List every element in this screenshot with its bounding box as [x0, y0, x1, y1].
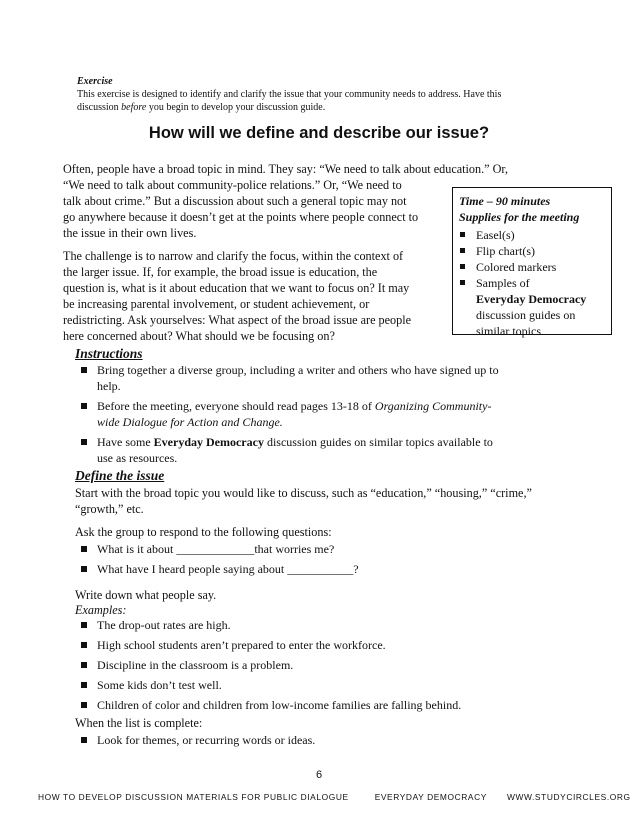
bullet-icon: [460, 248, 465, 253]
intro-line: the issue in their own lives.: [63, 226, 197, 240]
supply-text: similar topics: [476, 324, 541, 338]
intro-line: go anywhere because it doesn’t get at the points where people connect to: [63, 210, 419, 224]
examples-list: [79, 617, 559, 717]
exercise-line-1: This exercise is designed to identify and clarify the issue that your community needs to address. Have this: [77, 89, 502, 100]
footer-org: EVERYDAY DEMOCRACY: [374, 792, 487, 802]
define-intro: [75, 485, 575, 517]
supplies-box: [452, 187, 612, 338]
footer: [38, 792, 631, 802]
ask-line: Ask the group to respond to the following questions:: [75, 525, 332, 539]
supply-text: discussion guides on: [476, 308, 576, 322]
page-number: 6: [315, 769, 323, 781]
instruction-text: Before the meeting, everyone should read pages 13-18 of: [97, 399, 375, 413]
list-item: [79, 617, 559, 633]
challenge-paragraph: [63, 248, 448, 344]
list-item: [79, 561, 539, 577]
challenge-line: here concerned about? What should we be focusing on?: [63, 329, 335, 343]
time-label: Time – 90 minutes: [459, 194, 551, 208]
book-title: wide Dialogue for Action and Change.: [97, 415, 283, 429]
intro-line: talk about crime.” But a discussion about such a general topic may not: [63, 194, 407, 208]
brand-name: Everyday Democracy: [153, 435, 264, 449]
bullet-icon: [81, 403, 87, 409]
questions-list: [79, 541, 539, 581]
when-line: When the list is complete:: [75, 716, 203, 730]
look-text: Look for themes, or recurring words or ideas.: [97, 733, 316, 747]
write-line: Write down what people say.: [75, 588, 217, 602]
exercise-text-end: you begin to develop your discussion guide.: [146, 102, 326, 113]
challenge-line: the larger issue. If, for example, the broad issue is education, the: [63, 265, 378, 279]
question-text: What is it about _____________that worries me?: [97, 542, 335, 556]
footer-title: HOW TO DEVELOP DISCUSSION MATERIALS FOR PUBLIC DIALOGUE: [38, 792, 349, 802]
example-text: High school students aren’t prepared to enter the workforce.: [97, 638, 386, 652]
exercise-label: Exercise: [77, 76, 113, 87]
bullet-icon: [81, 566, 87, 572]
bullet-icon: [81, 642, 87, 648]
challenge-line: be increasing parental involvement, or student achievement, or: [63, 297, 370, 311]
exercise-emphasis: before: [121, 102, 147, 113]
exercise-block: [77, 75, 547, 114]
bullet-icon: [81, 367, 87, 373]
list-item: [459, 227, 605, 243]
question-text: What have I heard people saying about ___________?: [97, 562, 359, 576]
final-list: [79, 732, 539, 752]
list-item: [459, 243, 605, 259]
supply-text: Easel(s): [476, 228, 515, 242]
supplies-label: Supplies for the meeting: [459, 210, 580, 224]
supply-text: Colored markers: [476, 260, 557, 274]
instruction-text: Have some: [97, 435, 154, 449]
supply-text: Samples of: [476, 276, 530, 290]
list-item: [79, 637, 559, 653]
supply-text: Flip chart(s): [476, 244, 535, 258]
list-item: [79, 697, 559, 713]
instruction-text: discussion guides on similar topics available to: [263, 435, 493, 449]
list-item: [79, 434, 539, 466]
list-item: [79, 362, 539, 394]
bullet-icon: [460, 264, 465, 269]
bullet-icon: [460, 232, 465, 237]
book-title: Organizing Community-: [374, 399, 492, 413]
list-item: [459, 259, 605, 275]
define-line: “growth,” etc.: [75, 502, 144, 516]
footer-url: WWW.STUDYCIRCLES.ORG: [506, 792, 631, 802]
bullet-icon: [81, 622, 87, 628]
intro-line: “We need to talk about community-police relations.” Or, “We need to: [63, 178, 402, 192]
list-item: [79, 398, 539, 430]
bullet-icon: [460, 280, 465, 285]
instructions-list: [79, 362, 539, 470]
examples-label: Examples:: [75, 603, 127, 617]
instruction-text: help.: [97, 379, 121, 393]
bullet-icon: [81, 439, 87, 445]
exercise-text: discussion: [77, 102, 122, 113]
supplies-list: [459, 227, 605, 339]
challenge-line: The challenge is to narrow and clarify the focus, within the context of: [63, 249, 404, 263]
bullet-icon: [81, 662, 87, 668]
example-text: Some kids don’t test well.: [97, 678, 222, 692]
challenge-line: question is, what is it about education that we want to focus on? It may: [63, 281, 410, 295]
instruction-text: use as resources.: [97, 451, 178, 465]
exercise-line-2: [77, 101, 547, 114]
challenge-line: redistricting. Ask yourselves: What aspect of the broad issue are people: [63, 313, 412, 327]
bullet-icon: [81, 682, 87, 688]
instruction-text: Bring together a diverse group, including a writer and others who have signed up to: [97, 363, 499, 377]
bullet-icon: [81, 737, 87, 743]
supply-brand: Everyday Democracy: [476, 292, 587, 306]
intro-line: Often, people have a broad topic in mind. They say: “We need to talk about education.” Or,: [63, 162, 509, 176]
list-item: [79, 732, 539, 748]
list-item: [79, 657, 559, 673]
list-item: [79, 541, 539, 557]
example-text: Children of color and children from low-income families are falling behind.: [97, 698, 462, 712]
list-item: [79, 677, 559, 693]
bullet-icon: [81, 546, 87, 552]
example-text: The drop-out rates are high.: [97, 618, 231, 632]
bullet-icon: [81, 702, 87, 708]
define-line: Start with the broad topic you would like to discuss, such as “education,” “housing,” “crime,”: [75, 486, 532, 500]
list-item: [459, 275, 605, 339]
define-heading: Define the issue: [75, 468, 165, 483]
page-title: How will we define and describe our issue?: [148, 124, 490, 142]
instructions-heading: Instructions: [75, 346, 143, 361]
example-text: Discipline in the classroom is a problem.: [97, 658, 294, 672]
